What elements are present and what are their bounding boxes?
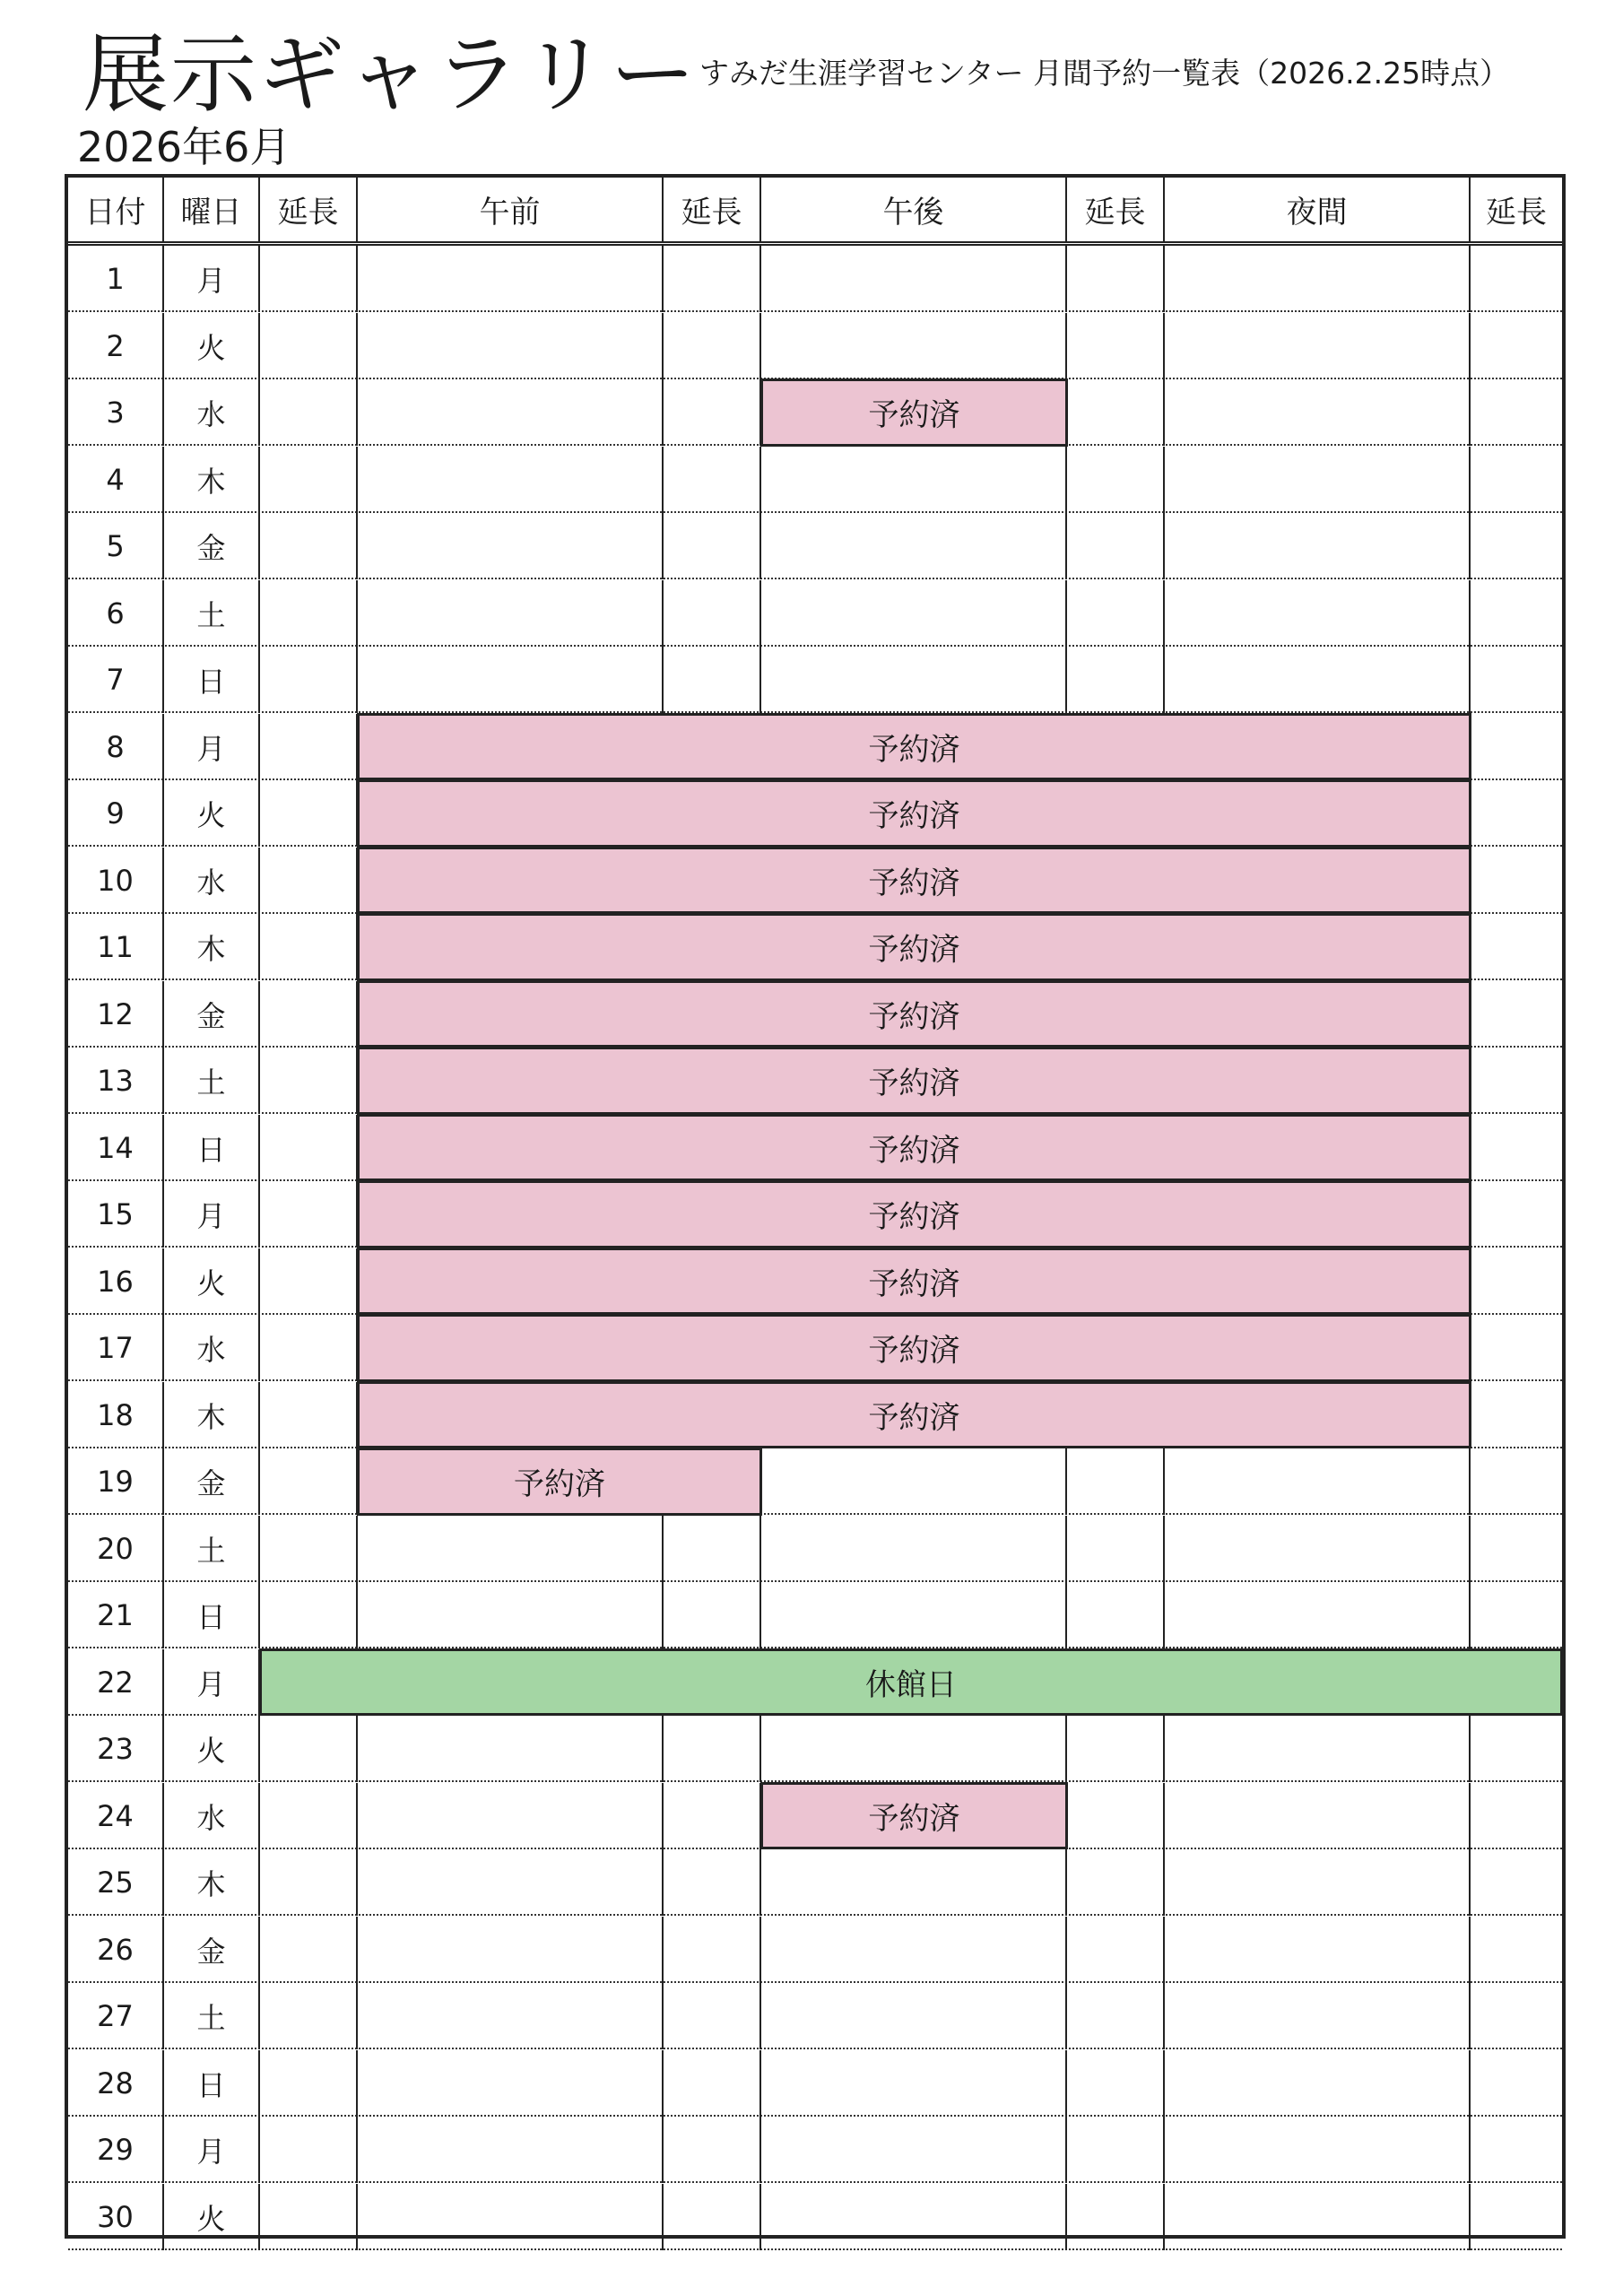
slot-cell-morning[interactable] — [358, 447, 664, 513]
slot-cell-night[interactable] — [1165, 447, 1471, 513]
slot-cell-ext-2[interactable] — [664, 2184, 761, 2250]
header-col-night: 夜間 — [1165, 178, 1471, 241]
table-row — [68, 1917, 1562, 1983]
slot-cell-morning[interactable] — [358, 1917, 664, 1983]
slot-cell-night[interactable] — [1165, 379, 1471, 446]
slot-cell-ext-4[interactable] — [1471, 848, 1562, 914]
header-col-weekday: 曜日 — [164, 178, 260, 241]
slot-cell-ext-1[interactable] — [260, 313, 358, 379]
slot-cell-afternoon[interactable] — [761, 647, 1067, 713]
slot-cell-morning[interactable] — [358, 1849, 664, 1916]
slot-cell-ext-1[interactable] — [260, 780, 358, 847]
slot-cell-afternoon[interactable] — [761, 1849, 1067, 1916]
table-row — [68, 2117, 1562, 2183]
slot-cell-ext-2[interactable] — [664, 1516, 761, 1582]
weekday-cell: 木 — [164, 1849, 260, 1916]
slot-cell-ext-4[interactable] — [1471, 1917, 1562, 1983]
booked-label: 予約済 — [868, 1265, 960, 1302]
page-subtitle: すみだ生涯学習センター 月間予約一覧表（2026.2.25時点） — [699, 56, 1510, 91]
slot-cell-ext-1[interactable] — [260, 513, 358, 579]
slot-cell-afternoon[interactable] — [761, 2050, 1067, 2117]
slot-cell-ext-3[interactable] — [1067, 447, 1165, 513]
slot-cell-afternoon[interactable] — [761, 1716, 1067, 1782]
date-cell: 11 — [68, 914, 164, 980]
table-row — [68, 1716, 1562, 1782]
weekday-cell: 土 — [164, 580, 260, 647]
slot-cell-ext-4[interactable] — [1471, 313, 1562, 379]
slot-cell-ext-4[interactable] — [1471, 1248, 1562, 1315]
slot-cell-afternoon[interactable] — [761, 1516, 1067, 1582]
weekday-cell: 水 — [164, 848, 260, 914]
slot-cell-ext-3[interactable] — [1067, 1716, 1165, 1782]
slot-cell-ext-4[interactable] — [1471, 2184, 1562, 2250]
slot-cell-ext-1[interactable] — [260, 447, 358, 513]
weekday-cell: 日 — [164, 1115, 260, 1181]
slot-cell-ext-1[interactable] — [260, 1783, 358, 1849]
weekday-cell: 土 — [164, 1516, 260, 1582]
booked-label: 予約済 — [868, 998, 960, 1035]
slot-cell-ext-4[interactable] — [1471, 246, 1562, 312]
slot-cell-afternoon[interactable] — [761, 1582, 1067, 1648]
booked-block[interactable] — [760, 1782, 1068, 1850]
slot-cell-ext-4[interactable] — [1471, 1115, 1562, 1181]
date-cell: 8 — [68, 714, 164, 780]
header-col-morning: 午前 — [358, 178, 664, 241]
booked-block[interactable] — [357, 980, 1471, 1048]
slot-cell-morning[interactable] — [358, 2117, 664, 2183]
slot-cell-ext-4[interactable] — [1471, 580, 1562, 647]
slot-cell-ext-1[interactable] — [260, 2117, 358, 2183]
slot-cell-afternoon[interactable] — [761, 2117, 1067, 2183]
slot-cell-ext-2[interactable] — [664, 313, 761, 379]
slot-cell-ext-1[interactable] — [260, 1716, 358, 1782]
page-title: 展示ギャラリー — [82, 24, 698, 125]
slot-cell-ext-3[interactable] — [1067, 1849, 1165, 1916]
slot-cell-ext-1[interactable] — [260, 2184, 358, 2250]
slot-cell-ext-1[interactable] — [260, 1582, 358, 1648]
slot-cell-ext-1[interactable] — [260, 1048, 358, 1114]
slot-cell-morning[interactable] — [358, 1783, 664, 1849]
booked-label: 予約済 — [868, 1199, 960, 1236]
table-row — [68, 1983, 1562, 2049]
booked-label: 予約済 — [868, 397, 960, 434]
slot-cell-ext-4[interactable] — [1471, 1315, 1562, 1381]
slot-cell-ext-3[interactable] — [1067, 1516, 1165, 1582]
date-cell: 3 — [68, 379, 164, 446]
date-cell: 29 — [68, 2117, 164, 2183]
slot-cell-ext-1[interactable] — [260, 1382, 358, 1448]
table-row — [68, 447, 1562, 513]
date-cell: 9 — [68, 780, 164, 847]
weekday-cell: 日 — [164, 1582, 260, 1648]
slot-cell-ext-2[interactable] — [664, 2050, 761, 2117]
slot-cell-morning[interactable] — [358, 1516, 664, 1582]
slot-cell-afternoon[interactable] — [761, 447, 1067, 513]
slot-cell-ext-4[interactable] — [1471, 981, 1562, 1048]
booked-block[interactable] — [357, 1114, 1471, 1182]
slot-cell-ext-4[interactable] — [1471, 647, 1562, 713]
slot-cell-ext-1[interactable] — [260, 848, 358, 914]
booked-label: 予約済 — [868, 1800, 960, 1837]
slot-cell-ext-3[interactable] — [1067, 313, 1165, 379]
date-cell: 21 — [68, 1582, 164, 1648]
slot-cell-night[interactable] — [1165, 1716, 1471, 1782]
slot-cell-ext-4[interactable] — [1471, 513, 1562, 579]
slot-cell-ext-4[interactable] — [1471, 1516, 1562, 1582]
table-row — [68, 1849, 1562, 1916]
slot-cell-night[interactable] — [1165, 1448, 1471, 1515]
weekday-cell: 水 — [164, 379, 260, 446]
booked-block[interactable] — [357, 1180, 1471, 1248]
booked-label: 予約済 — [868, 1399, 960, 1436]
date-cell: 16 — [68, 1248, 164, 1315]
slot-cell-ext-1[interactable] — [260, 914, 358, 980]
slot-cell-ext-1[interactable] — [260, 1181, 358, 1248]
slot-cell-afternoon[interactable] — [761, 580, 1067, 647]
table-row — [68, 580, 1562, 647]
slot-cell-ext-4[interactable] — [1471, 1783, 1562, 1849]
slot-cell-ext-1[interactable] — [260, 379, 358, 446]
weekday-cell: 土 — [164, 1983, 260, 2049]
weekday-cell: 木 — [164, 914, 260, 980]
booked-block[interactable] — [357, 1047, 1471, 1115]
slot-cell-night[interactable] — [1165, 1849, 1471, 1916]
slot-cell-afternoon[interactable] — [761, 2184, 1067, 2250]
slot-cell-ext-2[interactable] — [664, 1783, 761, 1849]
booked-label: 予約済 — [514, 1466, 605, 1503]
slot-cell-morning[interactable] — [358, 379, 664, 446]
slot-cell-morning[interactable] — [358, 580, 664, 647]
reservation-table — [65, 174, 1566, 2239]
slot-cell-morning[interactable] — [358, 1983, 664, 2049]
table-row — [68, 313, 1562, 379]
slot-cell-ext-3[interactable] — [1067, 2184, 1165, 2250]
date-cell: 1 — [68, 246, 164, 312]
slot-cell-ext-1[interactable] — [260, 1849, 358, 1916]
slot-cell-night[interactable] — [1165, 246, 1471, 312]
slot-cell-morning[interactable] — [358, 313, 664, 379]
date-cell: 25 — [68, 1849, 164, 1916]
slot-cell-ext-3[interactable] — [1067, 1983, 1165, 2049]
slot-cell-ext-2[interactable] — [664, 1983, 761, 2049]
slot-cell-night[interactable] — [1165, 2050, 1471, 2117]
date-cell: 20 — [68, 1516, 164, 1582]
slot-cell-morning[interactable] — [358, 246, 664, 312]
slot-cell-night[interactable] — [1165, 2117, 1471, 2183]
slot-cell-ext-4[interactable] — [1471, 2117, 1562, 2183]
slot-cell-ext-4[interactable] — [1471, 714, 1562, 780]
slot-cell-ext-1[interactable] — [260, 1516, 358, 1582]
slot-cell-ext-2[interactable] — [664, 580, 761, 647]
table-row — [68, 1448, 1562, 1515]
weekday-cell: 日 — [164, 647, 260, 713]
slot-cell-ext-4[interactable] — [1471, 379, 1562, 446]
table-row — [68, 1582, 1562, 1648]
header-col-ext-4: 延長 — [1486, 195, 1547, 230]
weekday-cell: 日 — [164, 2050, 260, 2117]
slot-cell-night[interactable] — [1165, 1783, 1471, 1849]
slot-cell-ext-3[interactable] — [1067, 2050, 1165, 2117]
slot-cell-ext-2[interactable] — [664, 647, 761, 713]
booked-block[interactable] — [357, 847, 1471, 915]
slot-cell-ext-2[interactable] — [664, 379, 761, 446]
booked-block[interactable] — [357, 713, 1471, 781]
slot-cell-ext-4[interactable] — [1471, 2050, 1562, 2117]
booked-block[interactable] — [357, 1314, 1471, 1382]
slot-cell-ext-1[interactable] — [260, 1448, 358, 1515]
weekday-cell: 木 — [164, 447, 260, 513]
booked-label: 予約済 — [868, 1065, 960, 1102]
slot-cell-morning[interactable] — [358, 647, 664, 713]
slot-cell-morning[interactable] — [358, 513, 664, 579]
slot-cell-ext-2[interactable] — [664, 246, 761, 312]
weekday-cell: 金 — [164, 981, 260, 1048]
date-cell: 12 — [68, 981, 164, 1048]
slot-cell-ext-1[interactable] — [260, 1115, 358, 1181]
slot-cell-ext-4[interactable] — [1471, 1716, 1562, 1782]
date-cell: 19 — [68, 1448, 164, 1515]
slot-cell-ext-1[interactable] — [260, 1248, 358, 1315]
slot-cell-afternoon[interactable] — [761, 1917, 1067, 1983]
date-cell: 6 — [68, 580, 164, 647]
slot-cell-afternoon[interactable] — [761, 513, 1067, 579]
header-col-date: 日付 — [68, 178, 164, 241]
booked-block[interactable] — [760, 378, 1068, 447]
slot-cell-ext-1[interactable] — [260, 981, 358, 1048]
booked-label: 予約済 — [868, 798, 960, 835]
booked-block[interactable] — [357, 1381, 1471, 1449]
closed-day-block[interactable] — [259, 1648, 1563, 1717]
slot-cell-ext-1[interactable] — [260, 647, 358, 713]
weekday-cell: 木 — [164, 1382, 260, 1448]
slot-cell-ext-4[interactable] — [1471, 1849, 1562, 1916]
closed-label: 休館日 — [865, 1666, 957, 1703]
slot-cell-morning[interactable] — [358, 2184, 664, 2250]
date-cell: 30 — [68, 2184, 164, 2250]
booked-label: 予約済 — [868, 865, 960, 901]
slot-cell-ext-3[interactable] — [1067, 1448, 1165, 1515]
date-cell: 28 — [68, 2050, 164, 2117]
date-cell: 23 — [68, 1716, 164, 1782]
slot-cell-night[interactable] — [1165, 647, 1471, 713]
slot-cell-ext-3[interactable] — [1067, 1783, 1165, 1849]
slot-cell-ext-1[interactable] — [260, 1983, 358, 2049]
slot-cell-night[interactable] — [1165, 1983, 1471, 2049]
header-col-afternoon: 午後 — [761, 178, 1067, 241]
table-row — [68, 246, 1562, 312]
table-header-row — [68, 178, 1562, 246]
slot-cell-ext-4[interactable] — [1471, 1181, 1562, 1248]
weekday-cell: 月 — [164, 714, 260, 780]
slot-cell-morning[interactable] — [358, 1716, 664, 1782]
date-cell: 18 — [68, 1382, 164, 1448]
slot-cell-ext-3[interactable] — [1067, 647, 1165, 713]
weekday-cell: 火 — [164, 2184, 260, 2250]
weekday-cell: 火 — [164, 1716, 260, 1782]
slot-cell-afternoon[interactable] — [761, 313, 1067, 379]
slot-cell-ext-1[interactable] — [260, 2050, 358, 2117]
weekday-cell: 月 — [164, 1649, 260, 1716]
weekday-cell: 水 — [164, 1315, 260, 1381]
weekday-cell: 月 — [164, 1181, 260, 1248]
slot-cell-ext-4[interactable] — [1471, 1048, 1562, 1114]
slot-cell-ext-4[interactable] — [1471, 914, 1562, 980]
date-cell: 13 — [68, 1048, 164, 1114]
booked-label: 予約済 — [868, 731, 960, 768]
date-cell: 26 — [68, 1917, 164, 1983]
slot-cell-ext-2[interactable] — [664, 1716, 761, 1782]
weekday-cell: 火 — [164, 1248, 260, 1315]
slot-cell-ext-3[interactable] — [1067, 1917, 1165, 1983]
slot-cell-ext-3[interactable] — [1067, 580, 1165, 647]
slot-cell-ext-3[interactable] — [1067, 379, 1165, 446]
weekday-cell: 金 — [164, 1917, 260, 1983]
slot-cell-morning[interactable] — [358, 2050, 664, 2117]
booked-label: 予約済 — [868, 932, 960, 969]
header-col-ext-1: 延長 — [260, 178, 358, 241]
date-cell: 2 — [68, 313, 164, 379]
date-cell: 27 — [68, 1983, 164, 2049]
slot-cell-ext-3[interactable] — [1067, 2117, 1165, 2183]
weekday-cell: 月 — [164, 246, 260, 312]
slot-cell-ext-2[interactable] — [664, 2117, 761, 2183]
table-row — [68, 2184, 1562, 2250]
table-row — [68, 2050, 1562, 2117]
slot-cell-afternoon[interactable] — [761, 1983, 1067, 2049]
slot-cell-ext-1[interactable] — [260, 714, 358, 780]
date-cell: 14 — [68, 1115, 164, 1181]
date-cell: 24 — [68, 1783, 164, 1849]
slot-cell-ext-1[interactable] — [260, 1917, 358, 1983]
slot-cell-afternoon[interactable] — [761, 1448, 1067, 1515]
booked-block[interactable] — [357, 779, 1471, 848]
slot-cell-night[interactable] — [1165, 580, 1471, 647]
date-cell: 15 — [68, 1181, 164, 1248]
date-cell: 4 — [68, 447, 164, 513]
table-row — [68, 647, 1562, 713]
slot-cell-ext-4[interactable] — [1471, 780, 1562, 847]
slot-cell-night[interactable] — [1165, 1917, 1471, 1983]
date-cell: 17 — [68, 1315, 164, 1381]
booked-label: 予約済 — [868, 1132, 960, 1169]
slot-cell-ext-2[interactable] — [664, 1582, 761, 1648]
slot-cell-ext-3[interactable] — [1067, 246, 1165, 312]
slot-cell-ext-2[interactable] — [664, 1849, 761, 1916]
slot-cell-morning[interactable] — [358, 1582, 664, 1648]
slot-cell-ext-2[interactable] — [664, 1917, 761, 1983]
slot-cell-night[interactable] — [1165, 313, 1471, 379]
slot-cell-ext-4[interactable] — [1471, 1448, 1562, 1515]
weekday-cell: 土 — [164, 1048, 260, 1114]
slot-cell-night[interactable] — [1165, 513, 1471, 579]
slot-cell-ext-1[interactable] — [260, 246, 358, 312]
slot-cell-ext-3[interactable] — [1067, 513, 1165, 579]
weekday-cell: 水 — [164, 1783, 260, 1849]
slot-cell-night[interactable] — [1165, 1516, 1471, 1582]
slot-cell-ext-1[interactable] — [260, 580, 358, 647]
slot-cell-night[interactable] — [1165, 1582, 1471, 1648]
date-cell: 5 — [68, 513, 164, 579]
slot-cell-ext-2[interactable] — [664, 447, 761, 513]
date-cell: 10 — [68, 848, 164, 914]
weekday-cell: 金 — [164, 513, 260, 579]
booked-block[interactable] — [357, 1448, 762, 1516]
weekday-cell: 金 — [164, 1448, 260, 1515]
booked-block[interactable] — [357, 1248, 1471, 1316]
slot-cell-ext-1[interactable] — [260, 1315, 358, 1381]
date-cell: 22 — [68, 1649, 164, 1716]
booked-label: 予約済 — [868, 1333, 960, 1370]
slot-cell-afternoon[interactable] — [761, 246, 1067, 312]
month-label: 2026年6月 — [77, 123, 291, 171]
booked-block[interactable] — [357, 913, 1471, 981]
table-row — [68, 1516, 1562, 1582]
slot-cell-ext-4[interactable] — [1471, 447, 1562, 513]
slot-cell-ext-4[interactable] — [1471, 1983, 1562, 2049]
date-cell: 7 — [68, 647, 164, 713]
slot-cell-night[interactable] — [1165, 2184, 1471, 2250]
slot-cell-ext-2[interactable] — [664, 513, 761, 579]
weekday-cell: 月 — [164, 2117, 260, 2183]
slot-cell-ext-4[interactable] — [1471, 1582, 1562, 1648]
weekday-cell: 火 — [164, 780, 260, 847]
slot-cell-ext-4[interactable] — [1471, 1382, 1562, 1448]
header-col-ext-3: 延長 — [1067, 178, 1165, 241]
slot-cell-ext-3[interactable] — [1067, 1582, 1165, 1648]
table-row — [68, 513, 1562, 579]
weekday-cell: 火 — [164, 313, 260, 379]
header-col-ext-2: 延長 — [664, 178, 761, 241]
